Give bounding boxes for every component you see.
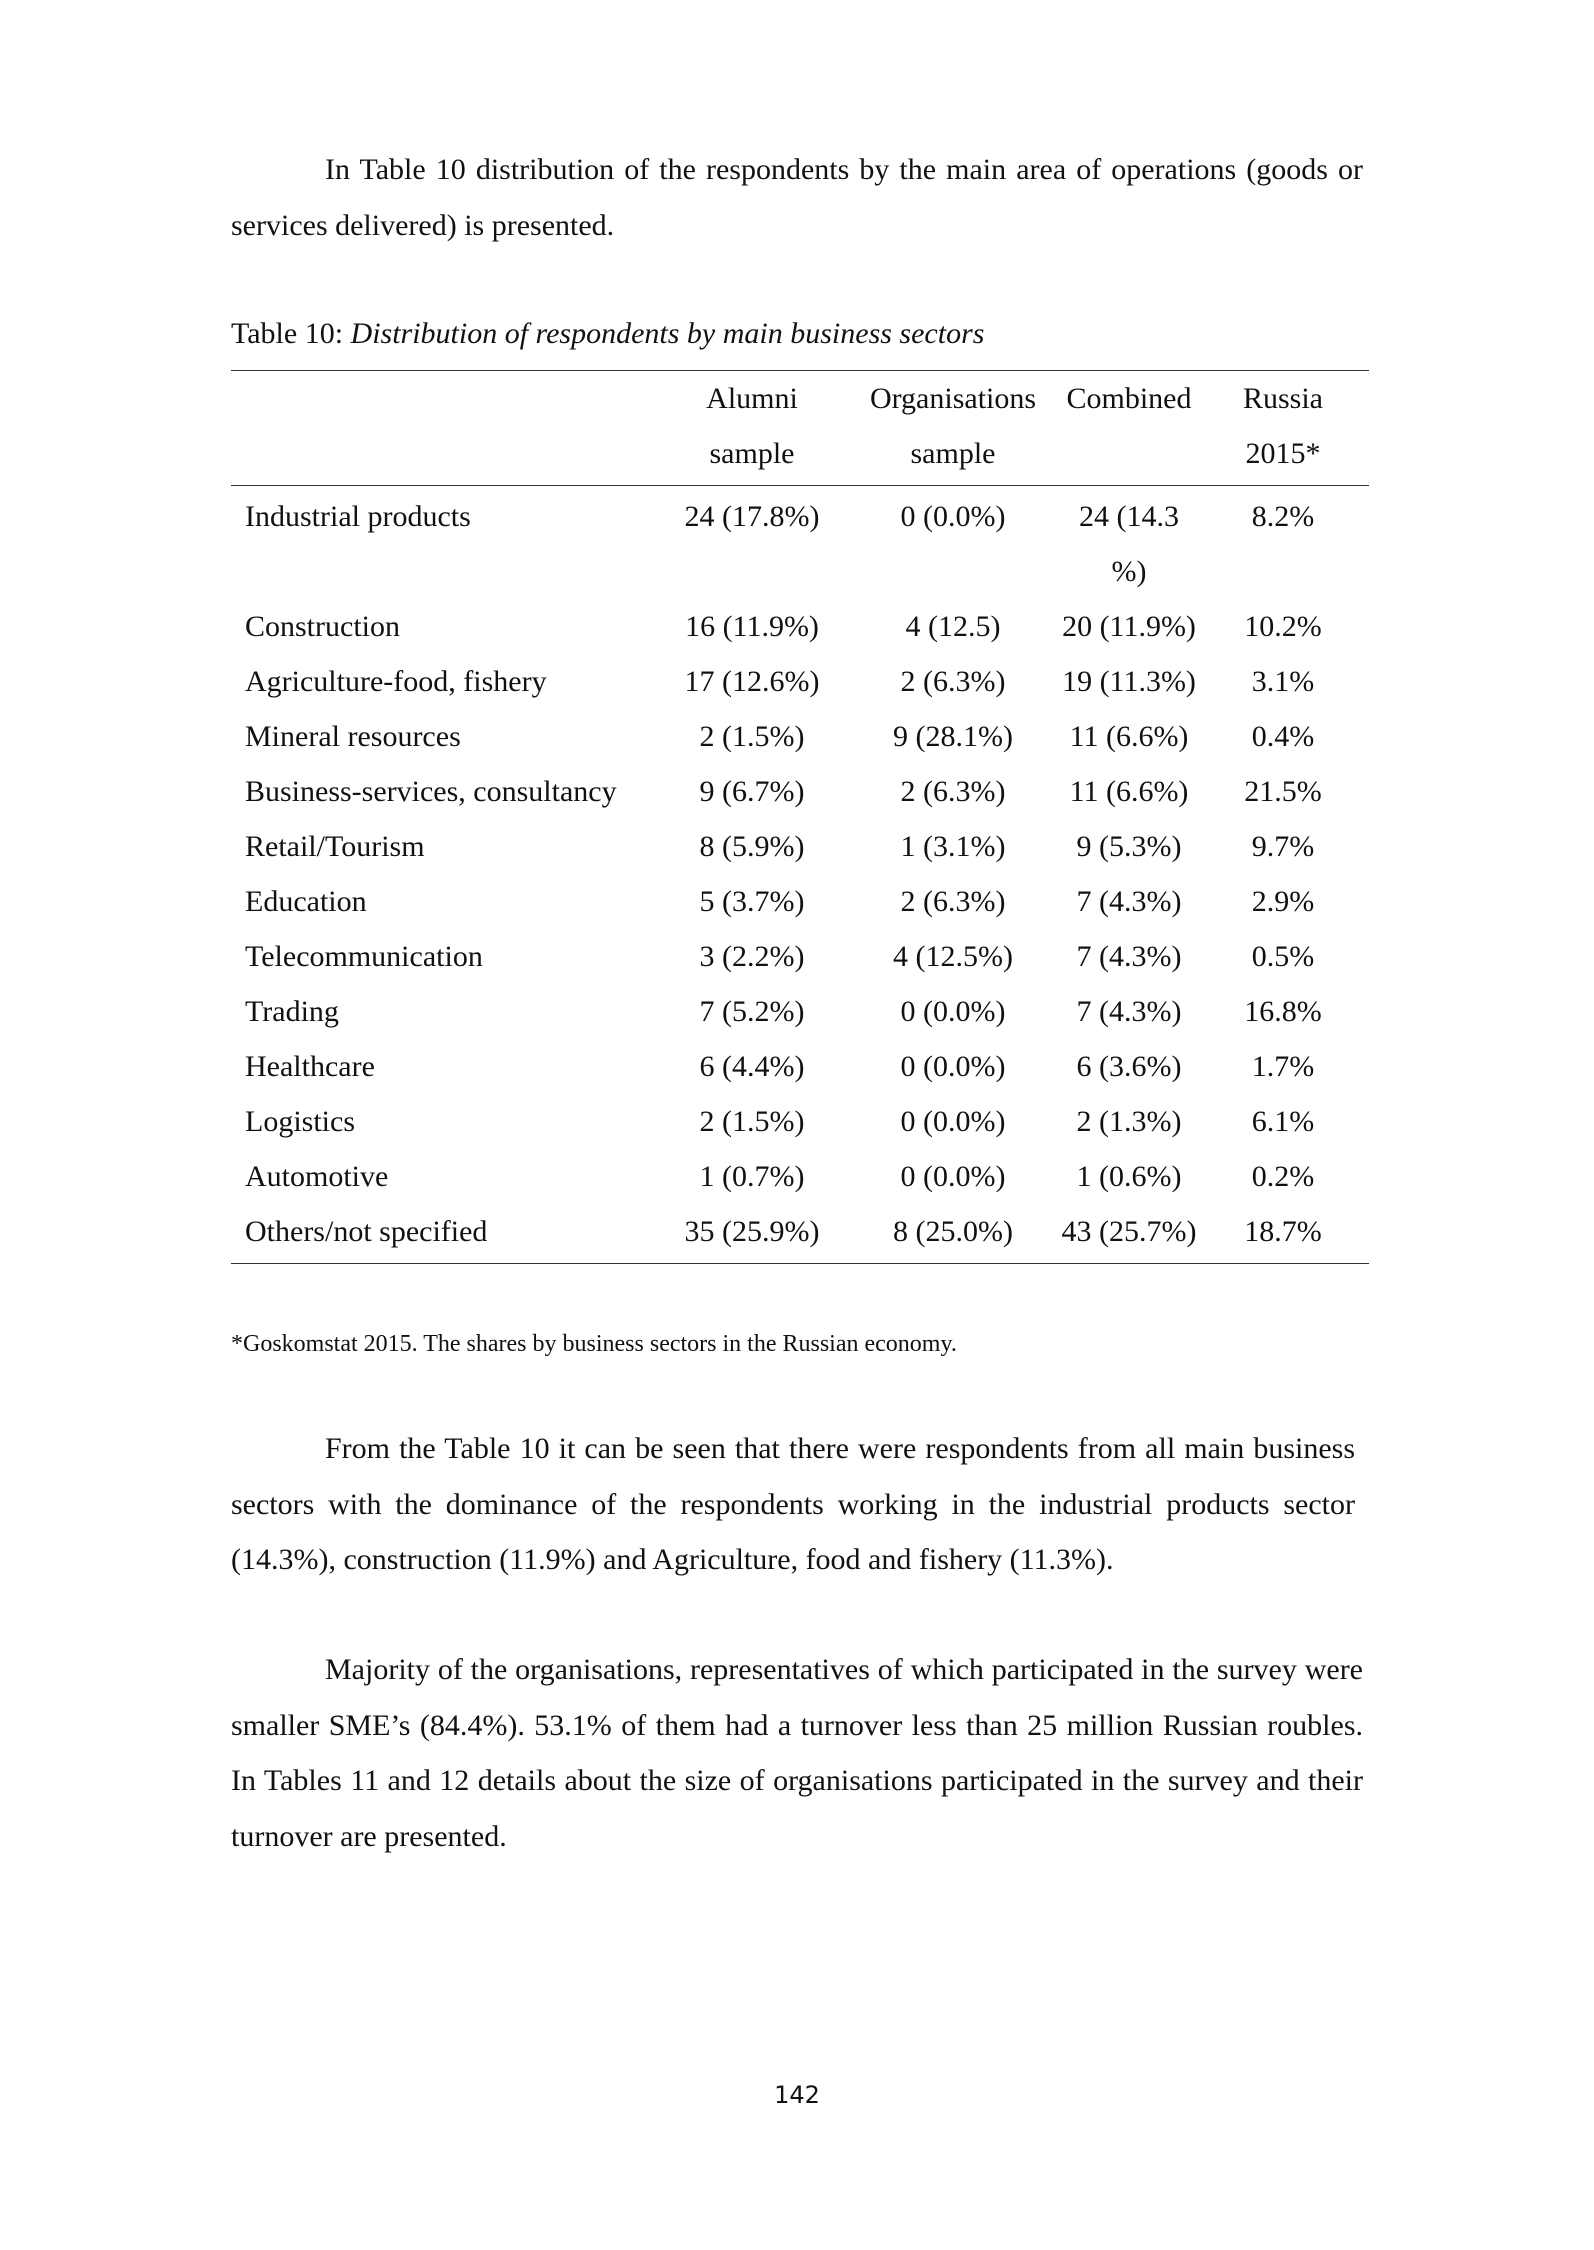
body-paragraph-2: Majority of the organisations, representatives of which participated in the survey were smaller SME’s (84.4%). 53.1% of them had a turnover less than 25 million Russian roubles. In Tables 11 and 12 details about the size of organisations participated in the survey and their turnover are presented. [231,1653,1363,1853]
sector-cell: Telecommunication [245,940,483,973]
alumni-cell: 24 (17.8%) [684,500,820,533]
intro-paragraph: In Table 10 distribution of the respondents by the main area of operations (goods or services delivered) is presented. [231,153,1363,242]
header-organisations: Organisations sample [869,382,1037,470]
alumni-cell: 2 (1.5%) [699,720,805,753]
russia-cell: 2.9% [1251,885,1315,918]
sector-cell: Mineral resources [245,720,461,753]
table-caption-prefix: Table 10: [231,317,351,350]
table-row [231,1149,1369,1204]
alumni-cell: 16 (11.9%) [685,610,819,643]
body-paragraph-1: From the Table 10 it can be seen that there were respondents from all main business sectors with the dominance of the respondents working in the industrial products sector (14.3%), construction (11.9%) and Agriculture, food and fishery (11.3%). [231,1432,1355,1576]
sector-cell: Healthcare [245,1050,375,1083]
russia-cell: 9.7% [1251,830,1315,863]
sector-cell: Agriculture-food, fishery [245,665,547,698]
sector-cell: Business-services, consultancy [245,775,617,808]
combined-cell: 7 (4.3%) [1076,940,1182,973]
sector-cell: Automotive [245,1160,389,1193]
alumni-cell: 6 (4.4%) [699,1050,805,1083]
table-caption [231,314,984,354]
organisations-cell: 2 (6.3%) [900,665,1006,698]
organisations-cell: 1 (3.1%) [900,830,1006,863]
sectors-table [231,370,1369,1264]
russia-cell: 21.5% [1244,775,1322,808]
header-russia: Russia 2015* [1242,382,1323,470]
russia-cell: 8.2% [1251,500,1315,533]
alumni-cell: 8 (5.9%) [699,830,805,863]
alumni-cell: 17 (12.6%) [684,665,820,698]
russia-cell: 18.7% [1244,1215,1322,1248]
table-row [231,819,1369,874]
organisations-cell: 8 (25.0%) [893,1215,1013,1248]
alumni-cell: 1 (0.7%) [699,1160,805,1193]
alumni-cell: 7 (5.2%) [699,995,805,1028]
alumni-cell: 5 (3.7%) [699,885,805,918]
combined-cell: 9 (5.3%) [1076,830,1182,863]
table-row [231,764,1369,819]
russia-cell: 1.7% [1251,1050,1315,1083]
organisations-cell: 0 (0.0%) [900,1050,1006,1083]
combined-cell: 7 (4.3%) [1076,995,1182,1028]
table-row [231,486,1369,600]
organisations-cell: 2 (6.3%) [900,885,1006,918]
table-row [231,709,1369,764]
alumni-cell: 9 (6.7%) [699,775,805,808]
header-alumni: Alumni sample [706,382,798,470]
table-header-row [231,371,1369,486]
sector-cell: Logistics [245,1105,355,1138]
russia-cell: 10.2% [1244,610,1322,643]
table-caption-title: Distribution of respondents by main business sectors [350,317,985,350]
organisations-cell: 4 (12.5) [905,610,1001,643]
sector-cell: Others/not specified [245,1215,488,1248]
table-row [231,1094,1369,1149]
table-footnote: *Goskomstat 2015. The shares by business sectors in the Russian economy. [231,1331,957,1357]
table-row [231,874,1369,929]
russia-cell: 6.1% [1251,1105,1315,1138]
russia-cell: 0.2% [1251,1160,1315,1193]
organisations-cell: 0 (0.0%) [900,1160,1006,1193]
table-row [231,1204,1369,1264]
page-number: 142 [774,2081,820,2109]
combined-cell: 7 (4.3%) [1076,885,1182,918]
table-row [231,599,1369,654]
organisations-cell: 0 (0.0%) [900,500,1006,533]
organisations-cell: 2 (6.3%) [900,775,1006,808]
sector-cell: Trading [245,995,339,1028]
organisations-cell: 0 (0.0%) [900,995,1006,1028]
alumni-cell: 35 (25.9%) [684,1215,820,1248]
alumni-cell: 3 (2.2%) [699,940,805,973]
combined-cell: 11 (6.6%) [1069,775,1189,808]
table-row [231,1039,1369,1094]
sector-cell: Education [245,885,367,918]
header-combined: Combined [1066,382,1192,415]
combined-cell: 11 (6.6%) [1069,720,1189,753]
russia-cell: 3.1% [1251,665,1315,698]
organisations-cell: 0 (0.0%) [900,1105,1006,1138]
table-row [231,984,1369,1039]
combined-cell: 19 (11.3%) [1062,665,1196,698]
organisations-cell: 4 (12.5%) [893,940,1013,973]
combined-cell: 43 (25.7%) [1061,1215,1197,1248]
combined-cell: 20 (11.9%) [1062,610,1196,643]
table-body [231,486,1369,1264]
combined-cell: 2 (1.3%) [1076,1105,1182,1138]
sector-cell: Industrial products [245,500,471,533]
table-row [231,654,1369,709]
combined-cell: 1 (0.6%) [1076,1160,1182,1193]
combined-cell: 6 (3.6%) [1076,1050,1182,1083]
russia-cell: 0.4% [1251,720,1315,753]
russia-cell: 16.8% [1244,995,1322,1028]
header-empty-cell [231,371,474,486]
table-row [231,929,1369,984]
combined-cell: 24 (14.3 %) [1079,500,1179,588]
alumni-cell: 2 (1.5%) [699,1105,805,1138]
russia-cell: 0.5% [1251,940,1315,973]
organisations-cell: 9 (28.1%) [893,720,1013,753]
sector-cell: Retail/Tourism [245,830,425,863]
sector-cell: Construction [245,610,400,643]
